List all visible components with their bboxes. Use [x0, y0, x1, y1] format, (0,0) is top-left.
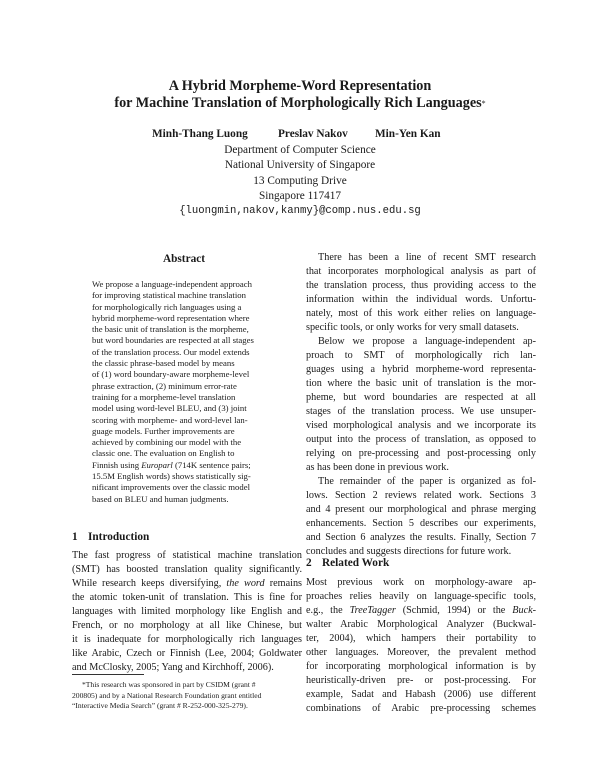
- affiliation-city: Singapore 117417: [258, 190, 342, 202]
- text-line: (SMT) has boosted translation quality significantly.: [72, 564, 302, 575]
- text-line: stages of the translation process. We use unsuper-: [306, 406, 536, 417]
- text-line: vised morphological analysis and we incorporate its: [306, 420, 536, 431]
- section-title: Related Work: [322, 557, 390, 569]
- abstract-line: training for a morpheme-level translation: [92, 391, 236, 402]
- author-name: Preslav Nakov: [278, 128, 348, 140]
- text-line: other languages. Moreover, the prevalent method: [306, 647, 536, 658]
- abstract-line: the classic phrase-based model by means: [92, 358, 235, 369]
- abstract-line: the basic unit of translation is the morpheme,: [92, 324, 249, 335]
- text-line-italic-tools: e.g., the TreeTagger (Schmid, 1994) or the Buck-: [306, 605, 537, 616]
- related-work-body: [306, 576, 536, 716]
- right-column-intro-continued: [306, 251, 536, 559]
- abstract-line: hybrid morpheme-word representation where: [92, 312, 250, 323]
- author-name: Min-Yen Kan: [375, 128, 441, 140]
- affiliation-university: National University of Singapore: [224, 159, 376, 171]
- text-line: example, Sadat and Habash (2006) use different: [306, 689, 536, 700]
- text-line: combinations of Arabic pre-processing schemes: [306, 703, 536, 714]
- abstract-heading: Abstract: [162, 253, 206, 265]
- text-line: Most previous work on morphology-aware ap-: [306, 577, 536, 588]
- text-line: relying on pre-processing and post-processing only: [306, 448, 536, 459]
- footnote-line: *This research was sponsored in part by CSIDM (grant #: [82, 680, 256, 689]
- abstract-line: of (1) word boundary-aware morpheme-level: [92, 369, 250, 380]
- title-footnote-marker: *: [481, 99, 486, 108]
- abstract-line: We propose a language-independent approach: [92, 279, 252, 289]
- abstract-line: based on BLEU and human judgments.: [92, 493, 229, 504]
- text-line: enhancements. Section 5 describes our experiments,: [306, 518, 536, 529]
- text-line: tion where the basic unit of translation is the mor-: [306, 378, 536, 389]
- paper-title-line-1: A Hybrid Morpheme-Word Representation: [168, 78, 432, 94]
- abstract-line-europarl: Finnish using Europarl (714K sentence pairs;: [92, 459, 251, 470]
- section-heading-introduction: [72, 530, 149, 544]
- text-line: proaches relies heavily on language-specific tools,: [306, 591, 536, 602]
- abstract-line: achieved by combining our model with the: [92, 437, 242, 448]
- author-name: Minh-Thang Luong: [152, 128, 248, 140]
- footnote-line: 200805) and by a National Research Foundation grant entitled: [72, 690, 262, 700]
- footnote-rule: [72, 674, 144, 675]
- introduction-body: [72, 549, 302, 675]
- author-list: [0, 127, 600, 142]
- text-line: lows. Section 2 reviews related work. Sections 3: [306, 490, 536, 501]
- text-line: and 4 present our morphological and phrase merging: [306, 504, 536, 515]
- text-line: languages with limited morphology like English and: [72, 606, 302, 617]
- abstract-line: for improving statistical machine translation: [92, 290, 246, 301]
- text-line: guages using a hybrid morpheme-word representa-: [306, 364, 536, 375]
- affiliation-department: Department of Computer Science: [224, 144, 376, 156]
- text-line: like Arabic, Czech or Finnish (Lee, 2004; Goldwater: [72, 648, 302, 659]
- text-line: heuristically-driven pre- or post-processing. For: [306, 675, 536, 686]
- text-line: ter, 2004), which hampers their portability to: [306, 633, 536, 644]
- abstract-line: of the translation process. Our model extends: [92, 346, 250, 357]
- text-line: French, or no morphology at all like Chinese, but: [72, 620, 302, 631]
- text-line: concludes and suggests directions for future work.: [306, 546, 512, 557]
- footnote: [72, 680, 302, 712]
- text-line: The remainder of the paper is organized as fol-: [318, 476, 536, 487]
- text-line: and McClosky, 2005; Yang and Kirchhoff, 2006).: [72, 662, 274, 673]
- text-line: the atomic token-unit of translation. This is fine for: [72, 592, 302, 603]
- text-line: it is inadequate for morphologically rich languages: [72, 634, 302, 645]
- section-number: 2: [306, 557, 312, 569]
- text-line: proach to SMT of morphologically rich lan-: [306, 350, 536, 361]
- text-line-italic-word: While research keeps diversifying, the word remains: [72, 578, 302, 589]
- section-heading-related-work: [306, 556, 389, 570]
- text-line: specific tools, or only works for very small datasets.: [306, 322, 519, 333]
- text-line: and Section 6 analyzes the results. Finally, Section 7: [306, 532, 536, 543]
- text-line: that incorporates morphological analysis as part of: [306, 266, 536, 277]
- abstract-line: model using word-level BLEU, and (3) joint: [92, 403, 247, 414]
- text-line: output into the process of translation, as opposed to: [306, 434, 536, 445]
- text-line: as has been done in previous work.: [306, 462, 449, 473]
- text-line: for incorporating morphological information is by: [306, 661, 536, 672]
- section-title: Introduction: [88, 531, 150, 543]
- footnote-line: “Interactive Media Search” (grant # R-252-000-325-279).: [72, 701, 248, 710]
- text-line: the translation process, thus providing access to the: [306, 280, 536, 291]
- text-line: information within the individual words. Unfortu-: [306, 294, 536, 305]
- abstract-line: classic one. The evaluation on English to: [92, 448, 235, 459]
- paper-title-text: for Machine Translation of Morphologically Rich Languages: [114, 95, 482, 111]
- text-line: walter Arabic Morphological Analyzer (Buckwal-: [306, 619, 536, 630]
- text-line: The fast progress of statistical machine translation: [72, 550, 302, 561]
- affiliation-street: 13 Computing Drive: [253, 175, 347, 187]
- text-line: Below we propose a language-independent ap-: [318, 336, 536, 347]
- abstract-line: for morphologically rich languages using a: [92, 301, 242, 312]
- text-line: There has been a line of recent SMT research: [318, 252, 536, 263]
- abstract-line: scoring with morpheme- and word-level lan-: [92, 414, 248, 425]
- abstract-line: guage models. Further improvements are: [92, 425, 235, 436]
- text-line: pheme, but word boundaries are respected at all: [306, 392, 536, 403]
- author-email: {luongmin,nakov,kanmy}@comp.nus.edu.sg: [179, 205, 421, 217]
- text-line: nately, most of this work either relies on language-: [306, 308, 536, 319]
- abstract-line: but word boundaries are respected at all stages: [92, 335, 254, 346]
- abstract-line: 15.5M English words) shows statistically sig-: [92, 471, 251, 482]
- abstract-line: phrase extraction, (2) minimum error-rate: [92, 380, 237, 391]
- abstract-line: nificant improvements over the classic model: [92, 482, 251, 493]
- abstract-body: [92, 279, 282, 505]
- paper-title-line-2: [0, 95, 600, 112]
- section-number: 1: [72, 531, 78, 543]
